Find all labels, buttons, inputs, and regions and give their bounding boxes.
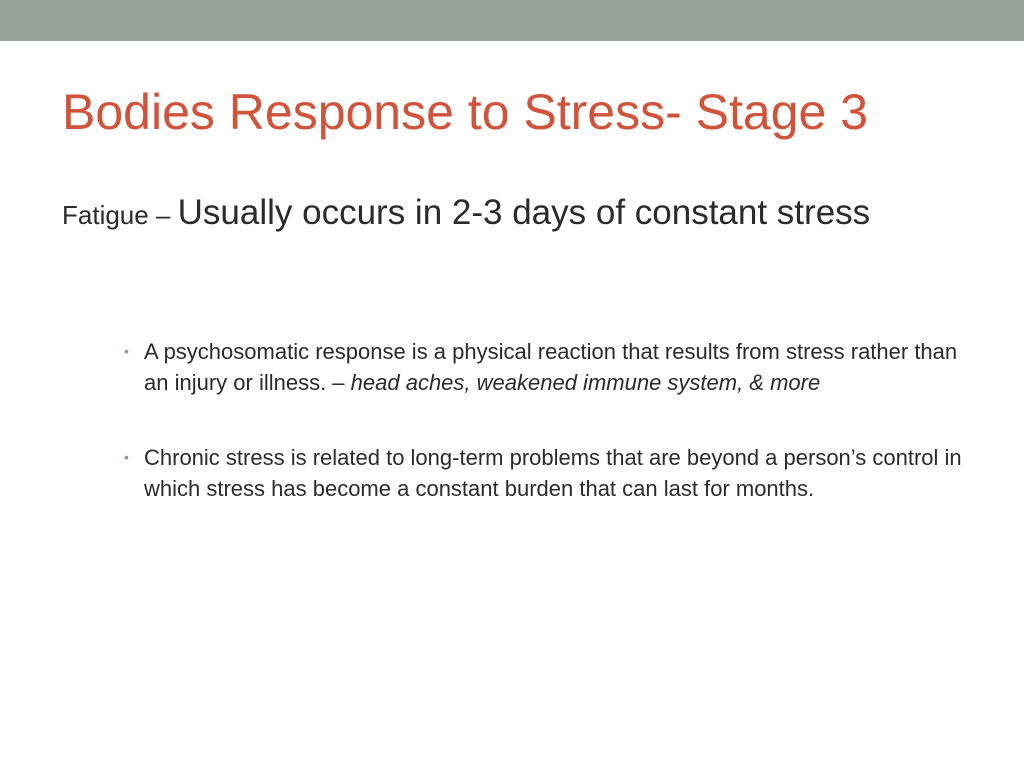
bullet-text: Chronic stress is related to long-term problems that are beyond a person’s control in which stress has become a constant burden that can last for months.	[144, 445, 962, 501]
bullet-dot-icon: •	[124, 343, 129, 359]
lead-paragraph	[62, 190, 942, 242]
bullet-text: A psychosomatic response is a physical reaction that results from stress rather than an injury or illness. –	[144, 339, 958, 395]
slide-title: Bodies Response to Stress- Stage 3	[62, 84, 869, 140]
bullet-dot-icon: •	[124, 449, 129, 465]
bullet-item-chronic-stress	[124, 442, 974, 504]
lead-text: Usually occurs in 2-3 days of constant stress	[177, 193, 871, 232]
top-accent-bar	[0, 0, 1024, 41]
bullet-list	[124, 336, 974, 548]
bullet-emphasis: head aches, weakened immune system, & more	[350, 370, 821, 395]
bullet-item-psychosomatic	[124, 336, 974, 398]
lead-term: Fatigue –	[62, 200, 178, 230]
